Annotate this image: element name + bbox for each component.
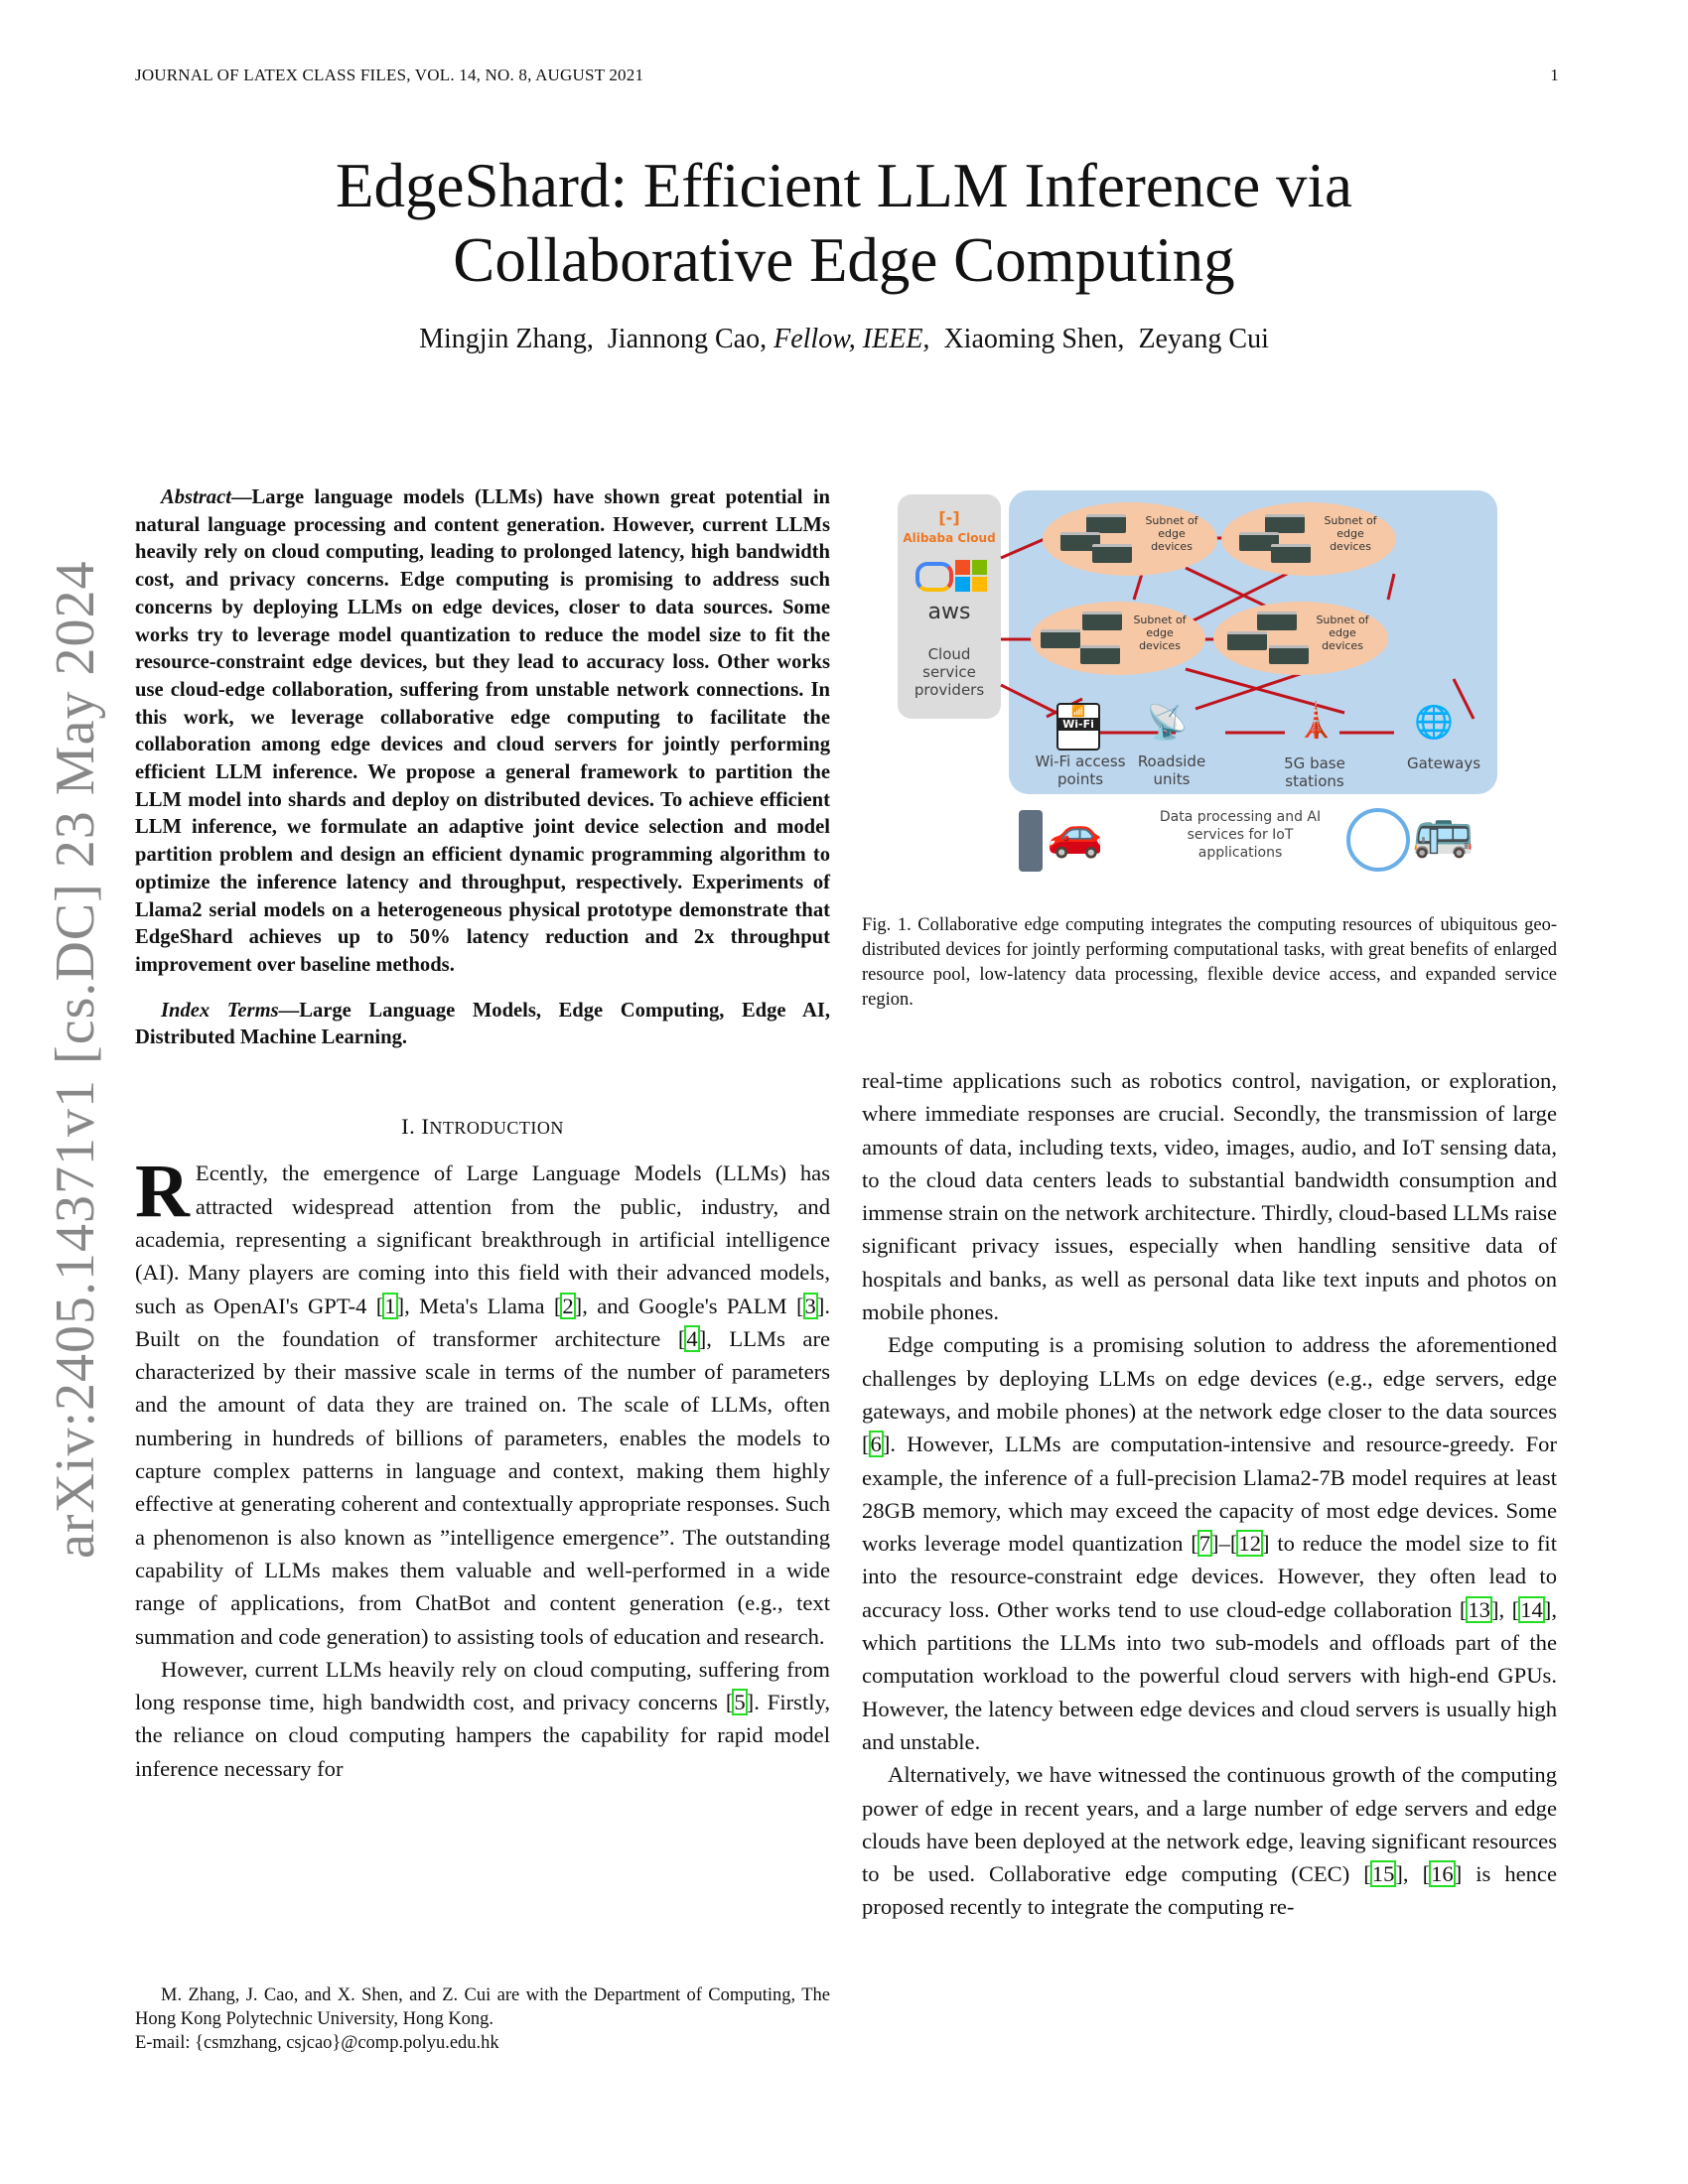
section-heading: I. INTRODUCTION <box>401 1114 564 1140</box>
citation-link[interactable]: 6 <box>870 1432 882 1457</box>
iot-label: Data processing and AI services for IoT applications <box>1159 809 1322 861</box>
access-label: Roadside units <box>1137 752 1206 788</box>
index-terms-text: —Large Language Models, Edge Computing, Edge AI, Distributed Machine Learning. <box>135 999 830 1049</box>
car-icon: 🚗 <box>1047 806 1104 860</box>
intro-paragraph-2: However, current LLMs heavily rely on cloud computing, suffering from long response time, high bandwidth cost, and privacy concerns [5]. Firstly, the reliance on cloud computing hampers the capability for rapid model inference necessary for <box>135 1656 830 1781</box>
phone-icon <box>1019 810 1043 872</box>
citation-link[interactable]: 1 <box>384 1293 396 1318</box>
figure-collaborative-edge <box>898 490 1511 876</box>
citation-link[interactable]: 13 <box>1468 1596 1490 1622</box>
page-number: 1 <box>1550 66 1559 84</box>
citation-link[interactable]: 5 <box>734 1690 746 1715</box>
journal-name: JOURNAL OF LATEX CLASS FILES, VOL. 14, NO. 8, AUGUST 2021 <box>135 66 644 84</box>
cloud-label: Cloud service providers <box>914 645 985 699</box>
bus-icon: 🚌 <box>1412 802 1475 860</box>
citation-link[interactable]: 12 <box>1238 1531 1261 1557</box>
citation-link[interactable]: 7 <box>1198 1531 1211 1557</box>
access-label: 5G base stations <box>1284 754 1345 790</box>
aws-logo: aws <box>927 600 971 624</box>
affiliation-footnote: M. Zhang, J. Cao, and X. Shen, and Z. Cui are with the Department of Computing, The Hong Kong Polytechnic University, Hong Kong. E-mail: {csmzhang, csjcao}@comp.polyu.edu.hk <box>135 1985 830 2053</box>
author: Zeyang Cui <box>1138 324 1269 354</box>
citation-link[interactable]: 14 <box>1520 1596 1543 1622</box>
abstract-text: —Large language models (LLMs) have shown great potential in natural language processing and content generation. However, current LLMs heavily rely on cloud computing, leading to prolonged latency, high bandwidth cost, and privacy concerns. Edge computing is promising to address such concerns by deploying LLMs on edge devices, closer to data sources. Some works try to leverage model quantization to reduce the model size to fit the resource-constraint edge devices, but they lead to accuracy loss. Other works use cloud-edge collaboration, suffering from unstable network connections. In this work, we leverage collaborative edge computing to facilitate the collaboration among edge devices and cloud servers for jointly performing efficient LLM inference. We propose a general framework to partition the LLM model into shards and deploy on distributed devices. To achieve efficient LLM inference, we formulate an adaptive joint device selection and model partition problem and design an efficient dynamic programming algorithm to optimize the inference latency and throughput, respectively. Experiments of Llama2 serial models on a heterogeneous physical prototype demonstrate that EdgeShard achieves up to 50% latency reduction and 2x throughput improvement over baseline methods. <box>135 486 830 976</box>
citation-link[interactable]: 15 <box>1371 1861 1395 1887</box>
5g-tower-icon: 🗼 <box>1295 701 1337 741</box>
edge-subnet: Subnet of edge devices <box>1031 602 1205 675</box>
author: Mingjin Zhang, <box>419 324 594 354</box>
left-column <box>135 484 830 1785</box>
abstract <box>135 484 830 980</box>
edge-subnet: Subnet of edge devices <box>1221 502 1396 576</box>
citation-link[interactable]: 4 <box>686 1325 698 1351</box>
access-label: Gateways <box>1406 754 1481 772</box>
citation-link[interactable]: 16 <box>1431 1861 1454 1887</box>
author: Jiannong Cao, <box>607 324 768 354</box>
gauge-icon <box>1346 808 1410 872</box>
citation-link[interactable]: 3 <box>804 1293 816 1318</box>
figure-caption: Fig. 1. Collaborative edge computing integrates the computing resources of ubiquitous geo-distributed devices for jointly performing computational tasks, with great benefits of enlarged resource pool, low-latency data processing, flexible device access, and expanded service region. <box>862 915 1557 1010</box>
arxiv-stamp: arXiv:2405.14371v1 [cs.DC] 23 May 2024 <box>45 560 106 1559</box>
roadside-unit-icon: 📡 <box>1146 703 1189 743</box>
paragraph: Edge computing is a promising solution to address the aforementioned challenges by deploying LLMs on edge devices (e.g., edge servers, edge gateways, and mobile phones) at the network edge closer to the data sources [6]. However, LLMs are computation-intensive and resource-greedy. For example, the inference of a full-precision Llama2-7B model requires at least 28GB memory, which may exceed the capacity of most edge devices. Some works leverage model quantization [7]–[12] to reduce the model size to fit into the resource-constraint edge devices. However, they often lead to accuracy loss. Other works tend to use cloud-edge collaboration [13], [14], which partitions the LLMs into two sub-models and offloads part of the computation workload to the powerful cloud servers with high-end GPUs. However, the latency between edge devices and cloud servers is usually high and unstable. <box>862 1332 1557 1754</box>
right-column <box>862 1064 1557 1924</box>
access-label: Wi-Fi access points <box>1035 752 1126 788</box>
index-terms-label: Index Terms <box>161 999 279 1022</box>
author-title: Fellow, IEEE, <box>774 324 930 354</box>
index-terms <box>135 998 830 1052</box>
drop-cap: R <box>135 1150 190 1234</box>
edge-subnet: Subnet of edge devices <box>1043 502 1217 576</box>
gateway-icon: 🌐 <box>1414 703 1454 741</box>
abstract-label: Abstract <box>161 486 231 508</box>
title-line-2: Collaborative Edge Computing <box>453 225 1235 295</box>
citation-link[interactable]: 2 <box>562 1293 574 1318</box>
alibaba-cloud-logo: [-] Alibaba Cloud <box>903 508 996 545</box>
intro-paragraph-1: R Ecently, the emergence of Large Language Models (LLMs) has attracted widespread attention from the public, industry, and academia, representing a significant breakthrough in artificial intelligence (AI). Many players are coming into this field with their advanced models, such as OpenAI's GPT-4 [1], Meta's Llama [2], and Google's PALM [3]. Built on the foundation of transformer architecture [4], LLMs are characterized by their massive scale in terms of the number of parameters and the amount of data they are trained on. The scale of LLMs, often numbering in hundreds of billions of parameters, enables the models to capture complex patterns in language and context, making them highly effective at generating coherent and contextually appropriate responses. Such a phenomenon is also known as ”intelligence emergence”. The outstanding capability of LLMs makes them valuable and well-performed in a wide range of applications, from ChatBot and content generation (e.g., text summation and code generation) to assisting tools of education and research. <box>135 1150 830 1649</box>
paper-title <box>0 149 1688 298</box>
edge-subnet: Subnet of edge devices <box>1213 602 1388 675</box>
paragraph: real-time applications such as robotics control, navigation, or exploration, where immediate responses are crucial. Secondly, the transmission of large amounts of data, including texts, video, images, audio, and IoT sensing data, to the cloud data centers leads to substantial bandwidth consumption and immense strain on the network architecture. Thirdly, cloud-based LLMs raise significant privacy issues, especially when handling sensitive data of hospitals and banks, as well as personal data like text inputs and photos on mobile phones. <box>862 1068 1557 1325</box>
author-list <box>0 324 1688 355</box>
running-header <box>135 66 1559 85</box>
wifi-icon: 📶 Wi-Fi <box>1056 703 1100 751</box>
title-line-1: EdgeShard: Efficient LLM Inference via <box>336 151 1352 220</box>
paragraph: Alternatively, we have witnessed the continuous growth of the computing power of edge in recent years, and a large number of edge servers and edge clouds have been deployed at the network edge, leaving significant resources to be used. Collaborative edge computing (CEC) [15], [16] is hence proposed recently to integrate the computing re- <box>862 1762 1557 1920</box>
author: Xiaoming Shen, <box>943 324 1125 354</box>
